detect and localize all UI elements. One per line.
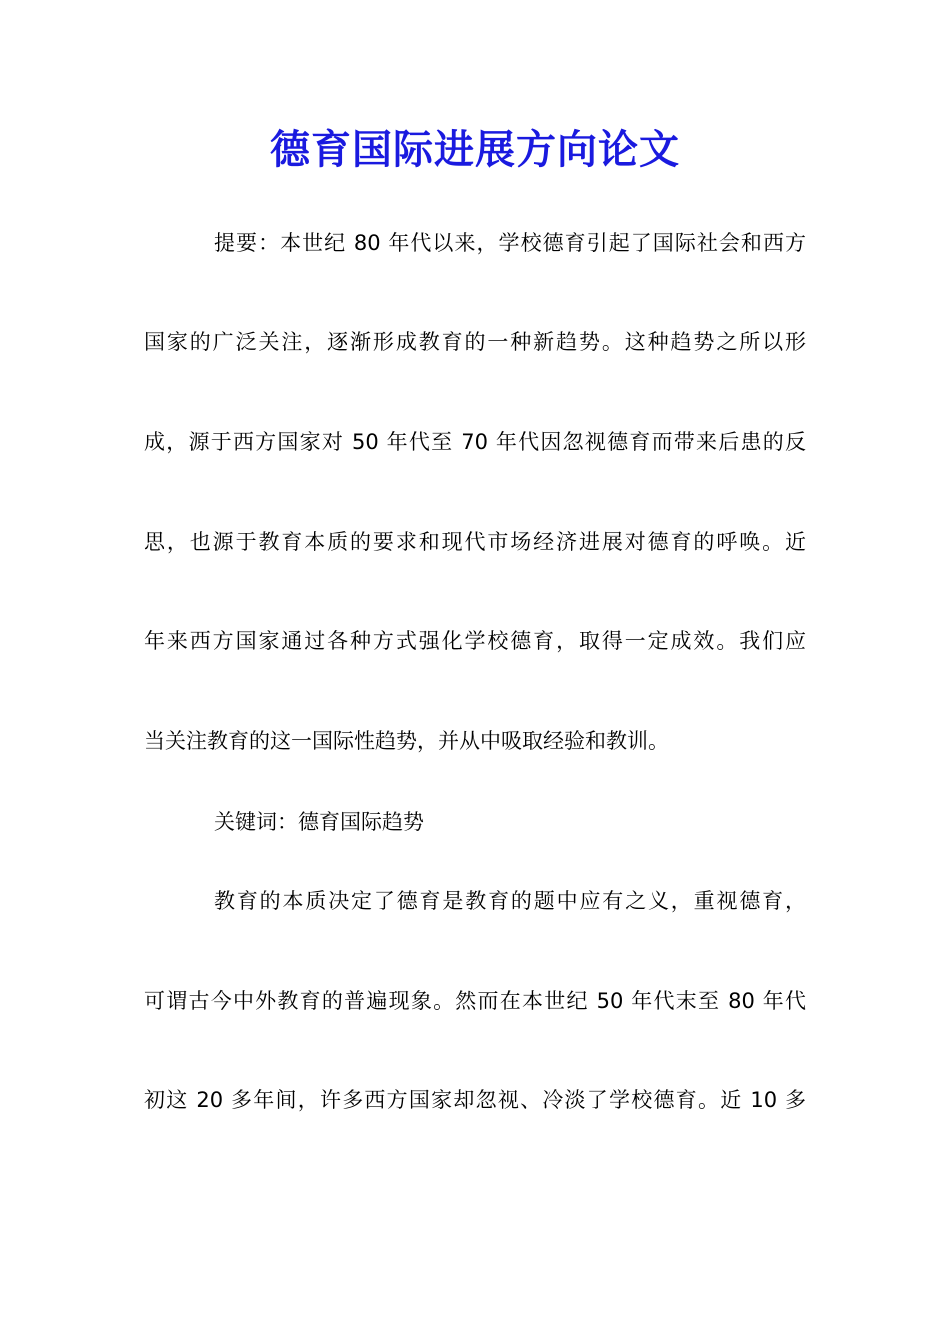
- abstract-line-5: 年来西方国家通过各种方式强化学校德育，取得一定成效。我们应: [144, 629, 806, 653]
- abstract-line-3: 成，源于西方国家对 50 年代至 70 年代因忽视德育而带来后患的反: [144, 430, 806, 454]
- abstract-line-4: 思，也源于教育本质的要求和现代市场经济进展对德育的呼唤。近: [144, 530, 806, 554]
- document-title: 德育国际进展方向论文: [270, 126, 680, 173]
- keywords-line: 关键词：德育国际趋势: [214, 810, 424, 834]
- body-line-3: 初这 20 多年间，许多西方国家却忽视、冷淡了学校德育。近 10 多: [144, 1088, 806, 1112]
- abstract-line-1: 提要：本世纪 80 年代以来，学校德育引起了国际社会和西方: [214, 231, 806, 255]
- body-line-2: 可谓古今中外教育的普遍现象。然而在本世纪 50 年代末至 80 年代: [144, 989, 806, 1013]
- abstract-line-2: 国家的广泛关注，逐渐形成教育的一种新趋势。这种趋势之所以形: [144, 330, 806, 354]
- abstract-line-6: 当关注教育的这一国际性趋势，并从中吸取经验和教训。: [144, 729, 669, 753]
- body-line-1: 教育的本质决定了德育是教育的题中应有之义，重视德育，: [214, 889, 806, 913]
